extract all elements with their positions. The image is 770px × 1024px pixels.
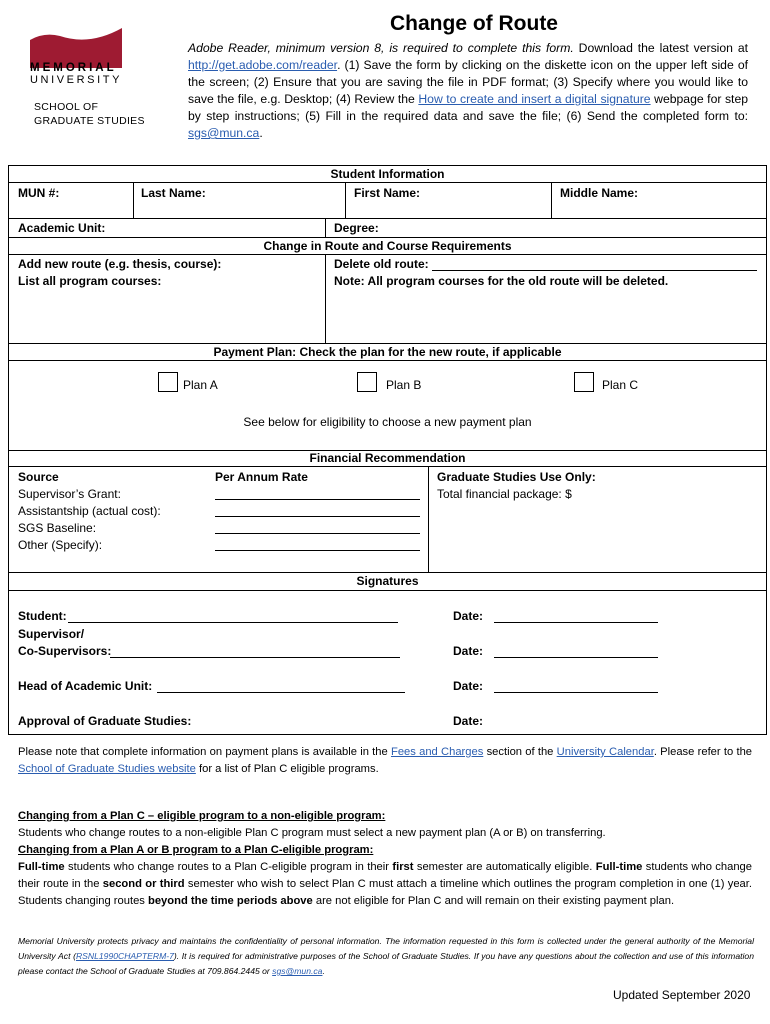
old-route-note: Note: All program courses for the old route will be deleted. [334,274,669,288]
gs-use-only-label: Graduate Studies Use Only: [437,470,596,484]
page-title: Change of Route [390,12,558,35]
note-text: for a list of Plan C eligible programs. [195,763,379,775]
delete-old-route-field[interactable] [432,270,757,271]
student-info-heading: Student Information [330,167,445,181]
payment-eligibility-note: See below for eligibility to choose a new payment plan [243,415,532,429]
note-text: are not eligible for Plan C and will remain on their existing payment plan. [312,895,675,907]
plan-a-checkbox[interactable] [158,372,178,392]
note-text: . Please refer to the [653,746,753,758]
assistantship-field[interactable] [215,516,420,517]
instr-text-c: webpage for step by step instructions; (5) Fill in the required data and save the file; (6) Send the completed form to: [188,92,749,123]
degree-label: Degree: [334,221,379,235]
middle-name-label: Middle Name: [560,186,639,200]
school-name [34,100,145,128]
student-signature-label: Student: [18,609,67,623]
privacy-text: . [322,966,325,976]
plan-a-label: Plan A [183,378,218,392]
divider [8,182,767,183]
delete-old-route-label: Delete old route: [334,257,429,271]
sgs-email-link[interactable]: sgs@mun.ca [188,126,260,140]
date-label: Date: [453,679,484,693]
note-text: section of the [483,746,557,758]
logo-wordmark-line1: MEMORIAL [30,62,117,74]
instr-text-d: . [259,126,263,140]
university-calendar-link[interactable]: University Calendar [556,746,654,758]
supervisor-date-field[interactable] [494,657,658,658]
privacy-email-link[interactable]: sgs@mun.ca [272,966,323,976]
plan-b-checkbox[interactable] [357,372,377,392]
fees-and-charges-link[interactable]: Fees and Charges [390,746,484,758]
instr-text-a: Download the latest version at [573,41,749,55]
student-signature-field[interactable] [68,622,398,623]
payment-plan-heading: Payment Plan: Check the plan for the new route, if applicable [213,345,562,359]
first-name-label: First Name: [354,186,421,200]
note-text: semester who wish to select Plan C must attach a timeline which outlines the program completion in one (1) year. Students changing routes [18,878,752,907]
privacy-text: ). It is required for administrative purposes of the School of Graduate Studies. If you have any questions about the collection and use of this information please contact the School of Graduate Studies at 709.864.2445 or [18,951,754,976]
supervisor-grant-label: Supervisor’s Grant: [18,487,121,501]
other-specify-label: Other (Specify): [18,538,103,552]
divider [8,572,767,573]
route-heading: Change in Route and Course Requirements [263,239,512,253]
divider [325,218,326,237]
divider [8,360,767,361]
logo-wordmark-line2: UNIVERSITY [30,74,123,86]
adobe-reader-link[interactable]: http://get.adobe.com/reader [188,58,338,72]
emphasis: first [392,861,414,873]
updated-date: Updated September 2020 [613,988,751,1002]
privacy-statement [18,934,754,979]
emphasis: second or third [102,878,185,890]
divider [345,182,346,218]
divider [8,590,767,591]
payment-info-note [18,744,752,778]
assistantship-label: Assistantship (actual cost): [18,504,161,518]
school-line2: GRADUATE STUDIES [34,115,145,127]
divider [8,237,767,238]
instr-text-b: . (1) Save the form by clicking on the diskette icon on the upper left side of the screen; (2) Ensure that you are saving the file in PDF format; (3) Specify where you would like to save the file, e.g. Desktop; (4) Review the [188,58,748,106]
plan-ab-to-c-text [18,859,752,910]
signatures-heading: Signatures [356,574,419,588]
total-package-label: Total financial package: $ [437,487,572,501]
note-text: Please note that complete information on payment plans is available in the [18,746,391,758]
divider [8,343,767,344]
divider [133,182,134,218]
plan-c-to-noneligible-heading: Changing from a Plan C – eligible program to a non-eligible program: [18,810,386,822]
sgs-website-link[interactable]: School of Graduate Studies website [18,763,196,775]
divider [8,254,767,255]
plan-c-label: Plan C [602,378,639,392]
instr-italic: Adobe Reader, minimum version 8, is required to complete this form. [188,41,574,55]
other-field[interactable] [215,550,420,551]
emphasis: Full-time [18,861,65,873]
supervisor-grant-field[interactable] [215,499,420,500]
divider [325,254,326,343]
date-label: Date: [453,644,484,658]
plan-b-label: Plan B [386,378,422,392]
emphasis: beyond the time periods above [148,895,313,907]
instructions [188,40,748,142]
note-text: semester are automatically eligible. [413,861,596,873]
date-label: Date: [453,609,484,623]
plan-c-to-noneligible-text: Students who change routes to a non-eligible Plan C program must select a new payment plan (A or B) on transferring. [18,827,606,839]
digital-signature-link[interactable]: How to create and insert a digital signature [418,92,651,106]
note-text: students who change their route in the [18,861,752,890]
per-annum-label: Per Annum Rate [215,470,308,484]
list-courses-label: List all program courses: [18,274,162,288]
last-name-label: Last Name: [141,186,206,200]
divider [428,466,429,572]
approval-gs-label: Approval of Graduate Studies: [18,714,192,728]
head-signature-field[interactable] [157,692,405,693]
student-date-field[interactable] [494,622,658,623]
sgs-baseline-field[interactable] [215,533,420,534]
privacy-text: Memorial University protects privacy and maintains the confidentiality of personal information. The information requested in this form is collected under the general authority of the Memorial University Act ( [18,936,754,961]
date-label: Date: [453,714,484,728]
school-line1: SCHOOL OF [34,101,99,113]
divider [8,466,767,467]
add-new-route-label: Add new route (e.g. thesis, course): [18,257,222,271]
co-supervisors-label: Co-Supervisors: [18,644,112,658]
divider [8,218,767,219]
supervisor-signature-field[interactable] [110,657,400,658]
academic-unit-label: Academic Unit: [18,221,106,235]
source-label: Source [18,470,59,484]
memorial-act-link[interactable]: RSNL1990CHAPTERM-7 [75,951,174,961]
financial-heading: Financial Recommendation [309,451,466,465]
sgs-baseline-label: SGS Baseline: [18,521,97,535]
emphasis: Full-time [595,861,643,873]
head-academic-unit-label: Head of Academic Unit: [18,679,153,693]
head-date-field[interactable] [494,692,658,693]
plan-change-rules [18,808,752,910]
note-text: students who change routes to a Plan C-eligible program in their [64,861,393,873]
divider [551,182,552,218]
supervisor-label: Supervisor/ [18,627,85,641]
mun-label: MUN #: [18,186,60,200]
plan-c-checkbox[interactable] [574,372,594,392]
plan-ab-to-c-heading: Changing from a Plan A or B program to a Plan C-eligible program: [18,844,374,856]
